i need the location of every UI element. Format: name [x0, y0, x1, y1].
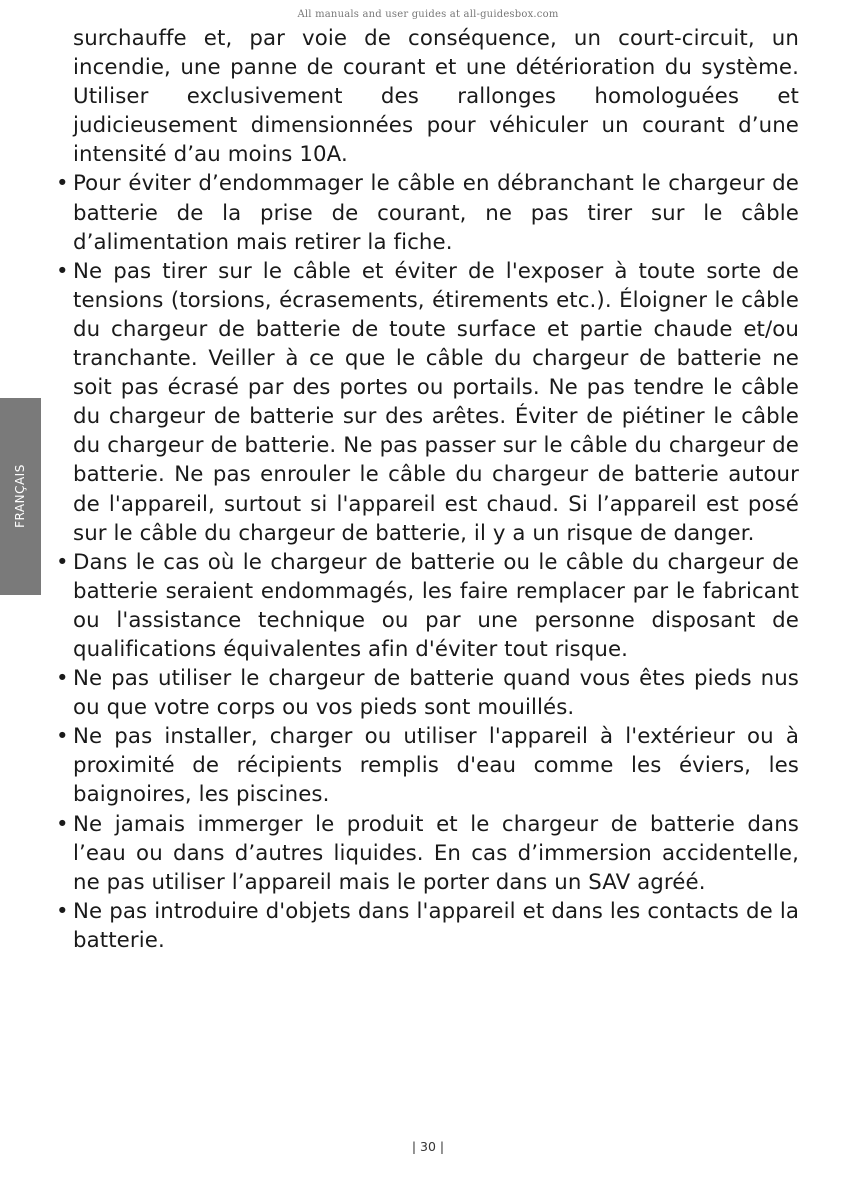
continuation-paragraph — [56, 24, 799, 169]
list-item-text: Ne pas tirer sur le câble et éviter de l'exposer à toute sorte de tensions (torsions, écrasements, étirements etc.). Éloigner le câble du chargeur de batterie de toute surface et partie chaude et/ou tranchante. Veiller à ce que le câble du chargeur de batterie ne soit pas écrasé par des portes ou portails. Ne pas tendre le câble du chargeur de batterie sur des arêtes. Éviter de piétiner le câble du chargeur de batterie. Ne pas passer sur le câble du chargeur de batterie. Ne pas enrouler le câble du chargeur de batterie autour de l'appareil, surtout si l'appareil est chaud. Si l’appareil est posé sur le câble du chargeur de batterie, il y a un risque de danger. — [73, 258, 799, 546]
list-item-text: Dans le cas où le chargeur de batterie ou le câble du chargeur de batterie seraient endommagés, les faire remplacer par le fabricant ou l'assistance technique ou par une personne disposant de qualifications équivalentes afin d'éviter tout risque. — [73, 549, 799, 662]
list-item-text: Pour éviter d’endommager le câble en débranchant le chargeur de batterie de la prise de courant, ne pas tirer sur le câble d’alimentation mais retirer la fiche. — [73, 171, 799, 255]
safety-instructions — [56, 24, 799, 955]
language-tab-label: FRANÇAIS — [13, 464, 27, 528]
list-item — [56, 897, 799, 955]
bullet-icon: • — [56, 549, 69, 575]
watermark-text: All manuals and user guides at all-guidesbox.com — [297, 9, 559, 20]
list-item — [56, 257, 799, 548]
bullet-icon: • — [56, 724, 69, 750]
bullet-icon: • — [56, 171, 69, 197]
list-item — [56, 169, 799, 256]
list-item-text: Ne jamais immerger le produit et le chargeur de batterie dans l’eau ou dans d’autres liquides. En cas d’immersion accidentelle, ne pas utiliser l’appareil mais le porter dans un SAV agréé. — [73, 811, 799, 895]
list-item-text: Ne pas introduire d'objets dans l'appareil et dans les contacts de la batterie. — [73, 898, 799, 953]
bullet-icon: • — [56, 666, 69, 692]
list-item — [56, 664, 799, 722]
bullet-icon: • — [56, 898, 69, 924]
list-item — [56, 810, 799, 897]
list-item-text: Ne pas installer, charger ou utiliser l'appareil à l'extérieur ou à proximité de récipients remplis d'eau comme les éviers, les baignoires, les piscines. — [73, 724, 799, 808]
list-item — [56, 722, 799, 809]
bullet-icon: • — [56, 811, 69, 837]
paragraph-text: surchauffe et, par voie de conséquence, un court-circuit, un incendie, une panne de courant et une détérioration du système. Utiliser exclusivement des rallonges homologuées et judicieusement dimensionnées pour véhiculer un courant d’une intensité d’au moins 10A. — [73, 26, 799, 168]
language-side-tab — [0, 398, 41, 595]
list-item-text: Ne pas utiliser le chargeur de batterie quand vous êtes pieds nus ou que votre corps ou vos pieds sont mouillés. — [73, 666, 799, 721]
page-number: | 30 | — [411, 1139, 445, 1154]
bullet-icon: • — [56, 258, 69, 284]
list-item — [56, 548, 799, 664]
